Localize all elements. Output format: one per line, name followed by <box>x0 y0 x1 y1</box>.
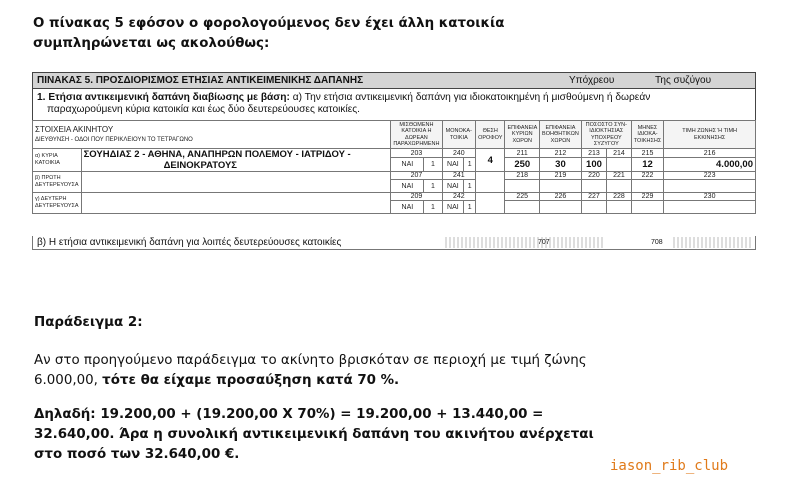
aux-area-header: ΕΠΙΦΑΝΕΙΑ ΒΟΗΘΗΤΙΚΩΝ ΧΩΡΩΝ <box>540 121 582 149</box>
main-area-value[interactable] <box>505 180 540 193</box>
spouse-label: Της συζύγου <box>655 75 712 86</box>
example-p2-line-3: στο ποσό των 32.640,00 €. <box>34 447 240 462</box>
detached-one: 1 <box>464 180 476 193</box>
code-cell: 220 <box>581 172 606 180</box>
code-708: 708 <box>651 239 663 246</box>
code-707: 707 <box>538 239 550 246</box>
code-cell: 227 <box>581 193 606 201</box>
example-p1-conclusion: τότε θα είχαμε προσαύξηση κατά 70 %. <box>102 373 400 388</box>
pct-header-title: ΠΟΣΟΣΤΟ ΣΥΝ-ΙΔΙΟΚΤΗΣΙΑΣ <box>585 121 627 134</box>
code-cell: 226 <box>540 193 582 201</box>
floor-value[interactable]: 4 <box>476 149 505 172</box>
pct-header <box>581 121 631 149</box>
section-1 <box>32 89 756 120</box>
section-1-text: α) Την ετήσια αντικειμενική δαπάνη για ιδιοκατοικημένη ή μισθούμενη ή δωρεάν <box>289 92 651 103</box>
zone-header: ΤΙΜΗ ΖΩΝΗΣ Ή ΤΙΜΗ ΕΚΚΙΝΗΣΗΣ <box>664 121 756 149</box>
code-cell: 242 <box>442 193 476 201</box>
code-cell: 203 <box>391 149 442 158</box>
form-header <box>32 72 756 89</box>
property-header-sub: ΔΙΕΥΘΥΝΣΗ - ΟΔΟΙ ΠΟΥ ΠΕΡΙΚΛΕΙΟΥΝ ΤΟ ΤΕΤΡΑΓΩΝΟ <box>35 136 193 143</box>
leased-header: ΜΙΣΘΩΜΕΝΗ ΚΑΤΟΙΚΙΑ Η ΔΩΡΕΑΝ ΠΑΡΑΧΩΡΗΜΕΝΗ <box>391 121 442 149</box>
code-cell: 214 <box>607 149 632 158</box>
detached-yes[interactable]: ΝΑΙ <box>442 158 464 172</box>
leased-yes[interactable]: ΝΑΙ <box>391 158 424 172</box>
watermark: iason_rib_club <box>610 458 729 474</box>
property-table <box>32 120 756 214</box>
example-paragraph-1 <box>34 351 654 391</box>
detached-header: ΜΟΝΟΚΑ-ΤΟΙΚΙΑ <box>442 121 476 149</box>
code-cell: 240 <box>442 149 476 158</box>
intro-line-1: Ο πίνακας 5 εφόσον ο φορολογούμενος δεν έχει άλλη κατοικία <box>33 16 505 31</box>
example-p1-line-1: Αν στο προηγούμενο παράδειγμα το ακίνητο βρισκόταν σε περιοχή με τιμή ζώνης <box>34 353 587 368</box>
floor-header: ΘΕΣΗ ΟΡΟΦΟΥ <box>476 121 505 149</box>
code-cell: 207 <box>391 172 442 180</box>
property-header-title: ΣΤΟΙΧΕΙΑ ΑΚΙΝΗΤΟΥ <box>35 124 114 134</box>
address-line-1: ΣΟΥΗΔΙΑΣ 2 - ΑΘΗΝΑ, ΑΝΑΠΗΡΩΝ ΠΟΛΕΜΟΥ - ΙΑΤΡΙΔΟΥ - <box>83 149 351 160</box>
example-paragraph-2 <box>34 405 654 465</box>
code-cell: 230 <box>664 193 756 201</box>
code-cell: 209 <box>391 193 442 201</box>
intro-line-2: συμπληρώνεται ως ακολούθως: <box>33 36 270 51</box>
leased-one: 1 <box>424 180 442 193</box>
code-cell: 216 <box>664 149 756 158</box>
code-cell: 241 <box>442 172 476 180</box>
table-row <box>33 193 756 201</box>
other-residences-field-spouse[interactable] <box>673 237 753 248</box>
table-row <box>33 149 756 158</box>
main-area-value[interactable]: 250 <box>505 158 540 172</box>
other-residences-label: β) Η ετήσια αντικειμενική δαπάνη για λοιπές δευτερεύουσες κατοικίες <box>37 237 342 248</box>
table-row <box>33 172 756 180</box>
code-cell: 229 <box>631 193 663 201</box>
code-cell: 219 <box>540 172 582 180</box>
example-p2-line-2: 32.640,00. Άρα η συνολική αντικειμενική δαπάνη του ακινήτου ανέρχεται <box>34 427 594 442</box>
address-field[interactable] <box>81 193 391 214</box>
code-cell: 211 <box>505 149 540 158</box>
row-label: β) ΠΡΩΤΗ ΔΕΥΤΕΡΕΥΟΥΣΑ <box>33 172 82 193</box>
example-title: Παράδειγμα 2: <box>34 315 143 330</box>
code-cell: 218 <box>505 172 540 180</box>
code-cell: 212 <box>540 149 582 158</box>
code-cell: 215 <box>631 149 663 158</box>
floor-value[interactable] <box>476 193 505 214</box>
detached-one: 1 <box>464 201 476 214</box>
section-1-text-2: παραχωρούμενη κύρια κατοικία και έως δύο δευτερεύουσες κατοικίες. <box>47 104 361 115</box>
intro-text <box>33 14 593 54</box>
leased-one: 1 <box>424 158 442 172</box>
detached-yes[interactable]: ΝΑΙ <box>442 201 464 214</box>
pct-header-b: ΣΥΖΥΓΟΥ <box>593 141 619 147</box>
row-label: γ) ΔΕΥΤΕΡΗ ΔΕΥΤΕΡΕΥΟΥΣΑ <box>33 193 82 214</box>
detached-one: 1 <box>464 158 476 172</box>
code-cell: 222 <box>631 172 663 180</box>
zone-value[interactable] <box>664 201 756 214</box>
pct-spouse-value[interactable] <box>607 158 632 172</box>
pct-spouse-value[interactable] <box>607 180 632 193</box>
code-cell: 228 <box>607 193 632 201</box>
pct-taxpayer-value[interactable]: 100 <box>581 158 606 172</box>
leased-yes[interactable]: ΝΑΙ <box>391 180 424 193</box>
leased-yes[interactable]: ΝΑΙ <box>391 201 424 214</box>
tax-form-table-5 <box>32 72 756 260</box>
example-p2-line-1: Δηλαδή: 19.200,00 + (19.200,00 Χ 70%) = 19.200,00 + 13.440,00 = <box>34 407 544 422</box>
property-header <box>33 121 391 149</box>
example-p1-zone: 6.000,00, <box>34 373 103 388</box>
pct-header-a: ΥΠΟΧΡΕΟΥ <box>591 134 622 141</box>
months-value[interactable] <box>631 201 663 214</box>
code-cell: 213 <box>581 149 606 158</box>
zone-value[interactable]: 4.000,00 <box>664 158 756 172</box>
aux-area-value[interactable] <box>540 201 582 214</box>
months-value[interactable] <box>631 180 663 193</box>
pct-taxpayer-value[interactable] <box>581 201 606 214</box>
address-field[interactable] <box>81 172 391 193</box>
row-label: α) ΚΥΡΙΑ ΚΑΤΟΙΚΙΑ <box>33 149 82 172</box>
section-1-title: 1. Ετήσια αντικειμενική δαπάνη διαβίωσης με βάση: <box>37 92 290 103</box>
address-field[interactable] <box>81 149 391 172</box>
months-value[interactable]: 12 <box>631 158 663 172</box>
main-area-value[interactable] <box>505 201 540 214</box>
aux-area-value[interactable]: 30 <box>540 158 582 172</box>
detached-yes[interactable]: ΝΑΙ <box>442 180 464 193</box>
address-line-2: ΔΕΙΝΟΚΡΑΤΟΥΣ <box>163 160 237 171</box>
main-area-header: ΕΠΙΦΑΝΕΙΑ ΚΥΡΙΩΝ ΧΩΡΩΝ <box>505 121 540 149</box>
code-cell: 221 <box>607 172 632 180</box>
code-cell: 225 <box>505 193 540 201</box>
aux-area-value[interactable] <box>540 180 582 193</box>
months-header: ΜΗΝΕΣ ΙΔΙΟΚΑ-ΤΟΙΚΗΣΗΣ <box>631 121 663 149</box>
other-residences-field-taxpayer[interactable] <box>445 237 605 248</box>
form-title: ΠΙΝΑΚΑΣ 5. ΠΡΟΣΔΙΟΡΙΣΜΟΣ ΕΤΗΣΙΑΣ ΑΝΤΙΚΕΙΜΕΝΙΚΗΣ ΔΑΠΑΝΗΣ <box>37 75 364 86</box>
zone-value[interactable] <box>664 180 756 193</box>
taxpayer-label: Υπόχρεου <box>569 75 615 86</box>
leased-one: 1 <box>424 201 442 214</box>
code-cell: 223 <box>664 172 756 180</box>
floor-value[interactable] <box>476 172 505 193</box>
pct-taxpayer-value[interactable] <box>581 180 606 193</box>
other-residences-row <box>32 236 756 250</box>
pct-spouse-value[interactable] <box>607 201 632 214</box>
table-header-row <box>33 121 756 149</box>
